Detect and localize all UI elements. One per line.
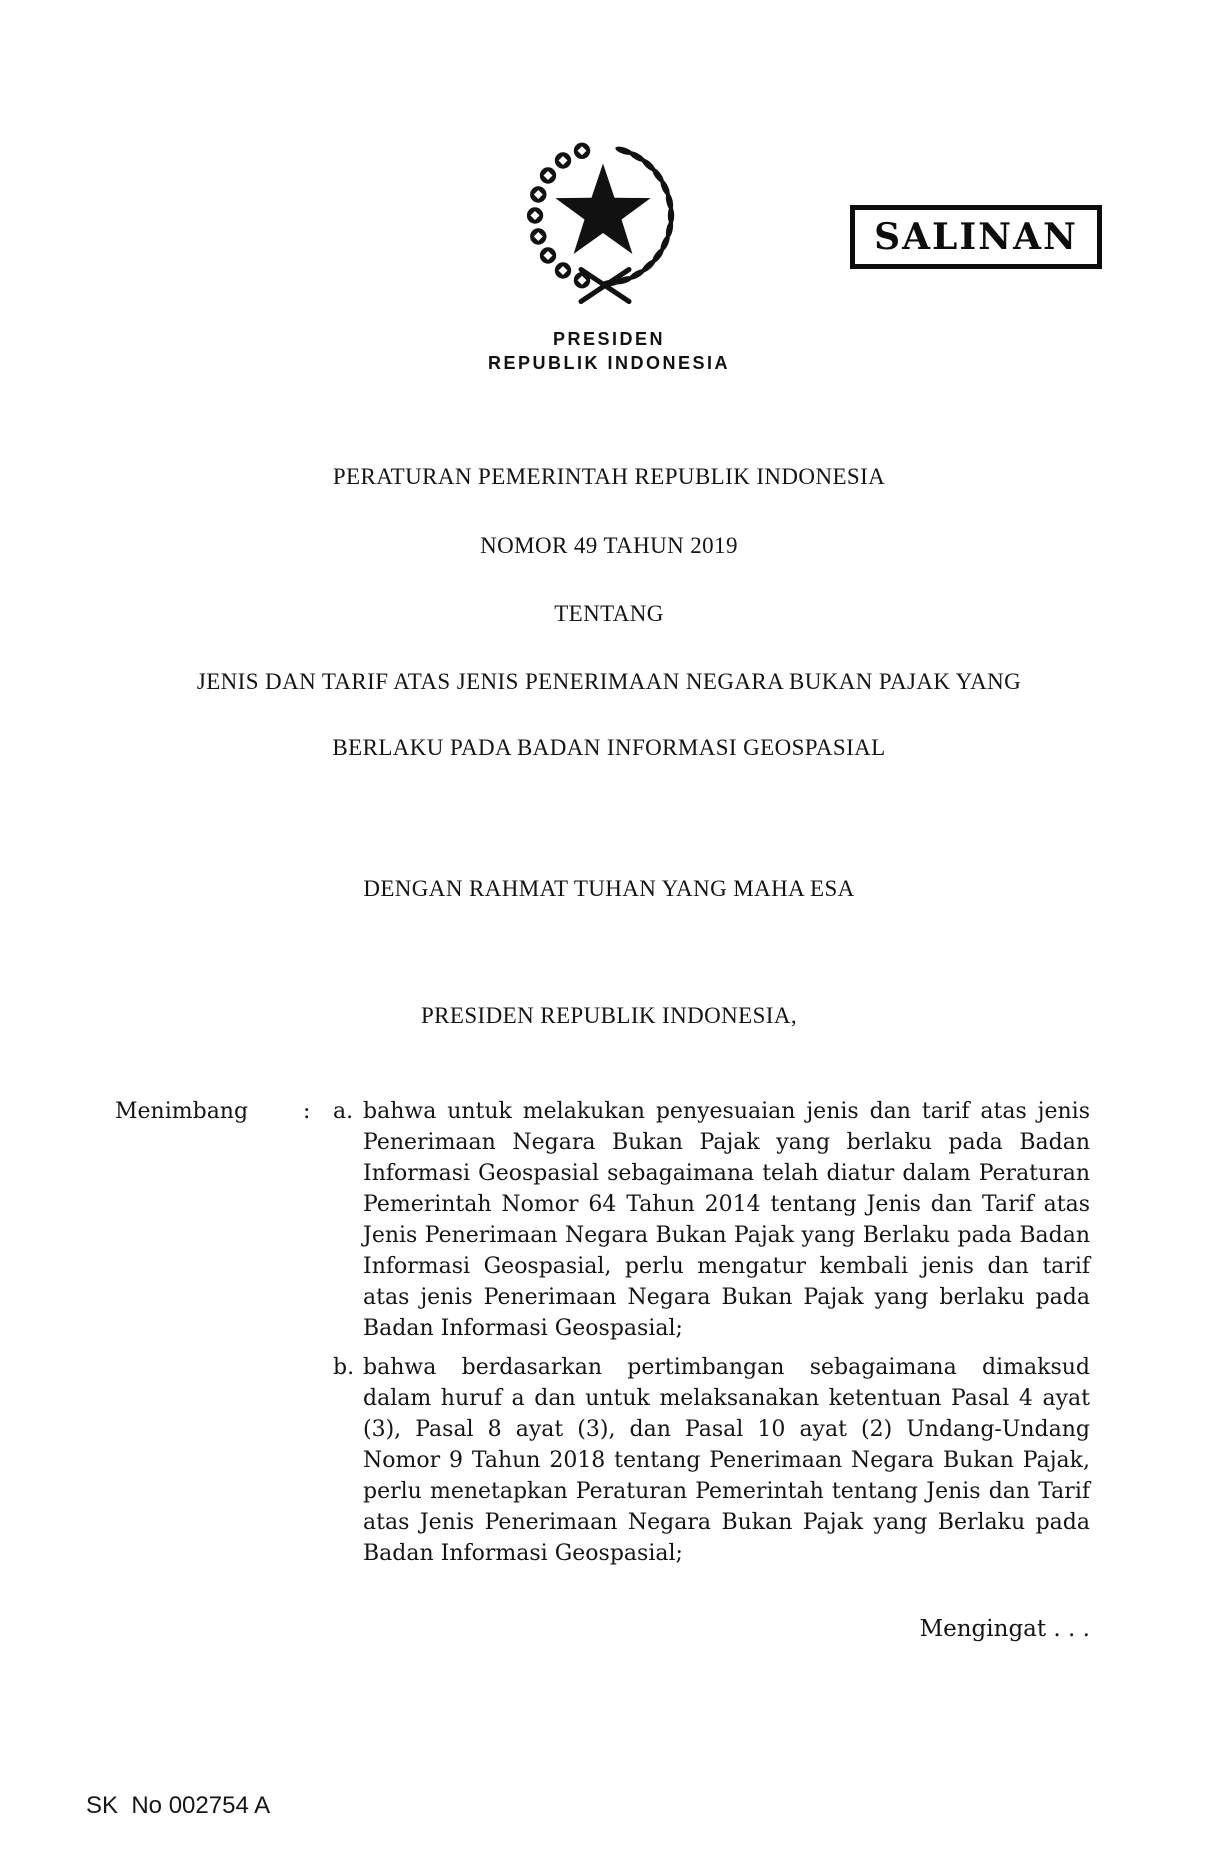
- regulation-title: PERATURAN PEMERINTAH REPUBLIK INDONESIA: [332, 464, 886, 489]
- institution-name: [0, 327, 1218, 375]
- regulation-number: NOMOR 49 TAHUN 2019: [480, 533, 738, 558]
- considering-item-b: [333, 1352, 1090, 1569]
- item-text: bahwa untuk melakukan penyesuaian jenis dan tarif atas jenis Penerimaan Negara Bukan Pajak yang berlaku pada Badan Informasi Geospasial sebagaimana telah diatur dalam Peraturan Pemerintah Nomor 64 Tahun 2014 tentang Jenis dan Tarif atas Jenis Penerimaan Negara Bukan Pajak yang Berlaku pada Badan Informasi Geospasial, perlu mengatur kembali jenis dan tarif atas jenis Penerimaan Negara Bukan Pajak yang berlaku pada Badan Informasi Geospasial;: [363, 1099, 1090, 1341]
- subject-line-2: BERLAKU PADA BADAN INFORMASI GEOSPASIAL: [332, 735, 886, 760]
- document-code: SK No 002754 A: [86, 1792, 271, 1819]
- subject-line-1: JENIS DAN TARIF ATAS JENIS PENERIMAAN NEGARA BUKAN PAJAK YANG: [196, 669, 1022, 694]
- continuation-marker: Mengingat . . .: [919, 1616, 1090, 1642]
- item-text: bahwa berdasarkan pertimbangan sebagaimana dimaksud dalam huruf a dan untuk melaksanakan ketentuan Pasal 4 ayat (3), Pasal 8 ayat (3), dan Pasal 10 ayat (2) Undang-Undang Nomor 9 Tahun 2018 tentang Penerimaan Negara Bukan Pajak, perlu menetapkan Peraturan Pemerintah tentang Jenis dan Tarif atas Jenis Penerimaan Negara Bukan Pajak yang Berlaku pada Badan Informasi Geospasial;: [363, 1355, 1090, 1566]
- tentang-label: TENTANG: [554, 601, 664, 626]
- considering-colon: :: [303, 1099, 311, 1124]
- considering-item-a: [333, 1096, 1090, 1344]
- item-letter: b.: [333, 1355, 355, 1380]
- salinan-stamp-label: SALINAN: [874, 216, 1078, 258]
- authority-line: PRESIDEN REPUBLIK INDONESIA,: [420, 1003, 797, 1028]
- considering-items: [333, 1096, 1090, 1569]
- considering-label: Menimbang: [115, 1099, 249, 1124]
- item-letter: a.: [333, 1099, 354, 1124]
- considering-section: [115, 1096, 1090, 1569]
- presidential-seal-icon: [527, 122, 683, 310]
- salinan-stamp: [850, 205, 1102, 269]
- institution-line2: REPUBLIK INDONESIA: [487, 353, 730, 373]
- institution-line1: PRESIDEN: [552, 329, 666, 349]
- invocation-line: DENGAN RAHMAT TUHAN YANG MAHA ESA: [363, 876, 855, 901]
